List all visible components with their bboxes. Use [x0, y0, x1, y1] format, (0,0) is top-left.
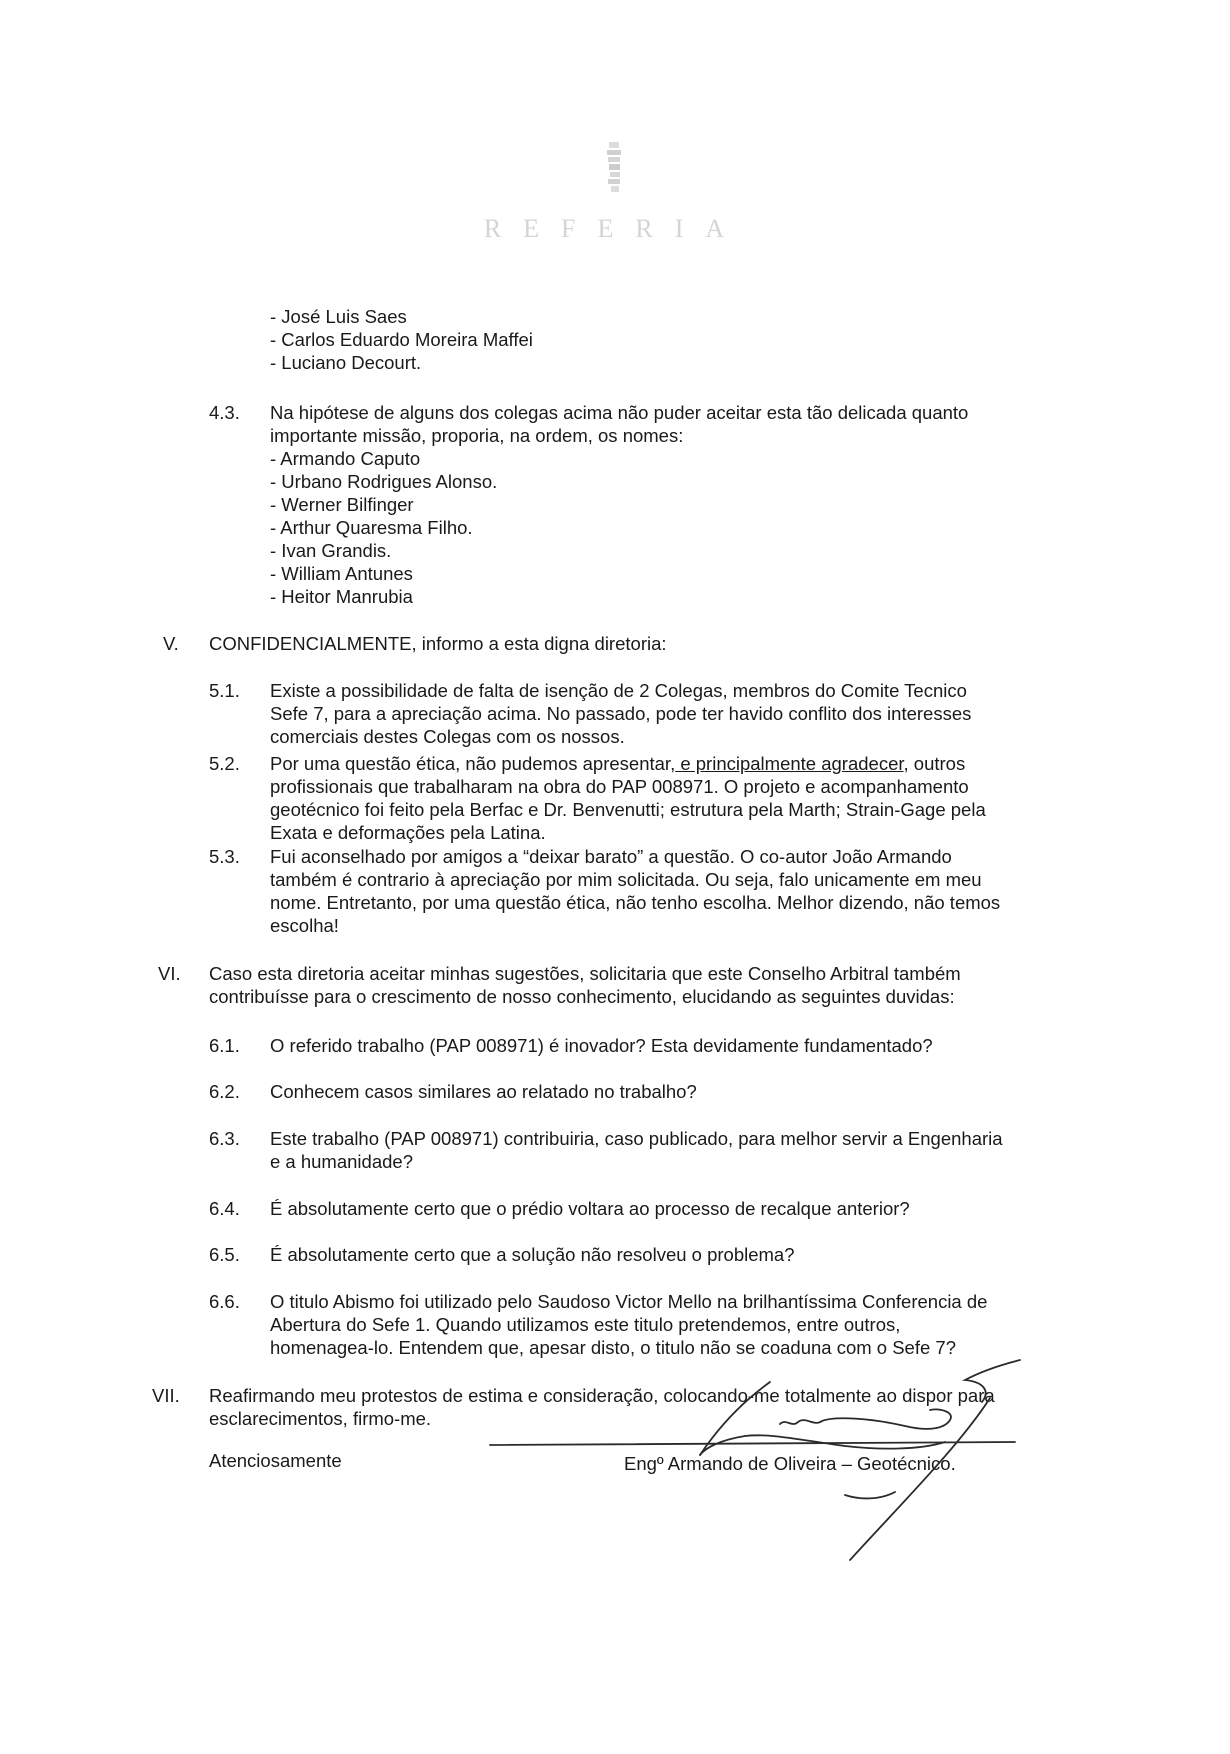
company-name: REFERIA [483, 214, 747, 243]
section-4-3 [270, 401, 1170, 608]
list-item: - Werner Bilfinger [270, 494, 414, 515]
company-logo-icon [595, 140, 635, 210]
item-number: 6.2. [209, 1081, 240, 1102]
list-item: - Ivan Grandis. [270, 540, 392, 561]
section-6-intro [209, 962, 1189, 1008]
paragraph-line: O titulo Abismo foi utilizado pelo Saudoso Victor Mello na brilhantíssima Conferencia de [270, 1291, 988, 1312]
letterhead-logo [0, 140, 1230, 244]
paragraph-line: Na hipótese de alguns dos colegas acima não puder aceitar esta tão delicada quanto [270, 402, 969, 423]
item-6-6 [270, 1290, 1190, 1359]
paragraph-line: geotécnico foi feito pela Berfac e Dr. Benvenutti; estrutura pela Marth; Strain-Gage pela [270, 799, 986, 820]
item-number: 6.1. [209, 1035, 240, 1056]
item-5-3 [270, 845, 1170, 937]
salutation: Atenciosamente [209, 1450, 342, 1471]
paragraph-line: É absolutamente certo que o prédio voltara ao processo de recalque anterior? [270, 1198, 910, 1219]
paragraph-line: comerciais destes Colegas com os nossos. [270, 726, 625, 747]
item-number: 6.3. [209, 1128, 240, 1149]
section-roman-numeral: VII. [152, 1385, 180, 1406]
paragraph-line: contribuísse para o crescimento de nosso conhecimento, elucidando as seguintes duvidas: [209, 986, 955, 1007]
paragraph-line: Fui aconselhado por amigos a “deixar barato” a questão. O co-autor João Armando [270, 846, 952, 867]
paragraph-line: esclarecimentos, firmo-me. [209, 1408, 432, 1429]
item-number: 4.3. [209, 402, 240, 423]
paragraph-line: Existe a possibilidade de falta de isenção de 2 Colegas, membros do Comite Tecnico [270, 680, 967, 701]
signer-name: Engº Armando de Oliveira – Geotécnico. [624, 1453, 956, 1474]
paragraph-line: Caso esta diretoria aceitar minhas sugestões, solicitaria que este Conselho Arbitral também [209, 963, 961, 984]
paragraph-line: importante missão, proporia, na ordem, os nomes: [270, 425, 684, 446]
paragraph-line: e a humanidade? [270, 1151, 413, 1172]
paragraph-line: profissionais que trabalharam na obra do PAP 008971. O projeto e acompanhamento [270, 776, 969, 797]
item-number: 6.5. [209, 1244, 240, 1265]
paragraph-line: É absolutamente certo que a solução não resolveu o problema? [270, 1244, 795, 1265]
paragraph-line: Conhecem casos similares ao relatado no trabalho? [270, 1081, 697, 1102]
paragraph-line: O referido trabalho (PAP 008971) é inovador? Esta devidamente fundamentado? [270, 1035, 933, 1056]
list-item: - Carlos Eduardo Moreira Maffei [270, 329, 533, 350]
paragraph-line: também é contrario à apreciação por mim solicitada. Ou seja, falo unicamente em meu [270, 869, 982, 890]
text-run: Por uma questão ética, não pudemos apresentar, [270, 753, 676, 774]
item-number: 6.4. [209, 1198, 240, 1219]
section-roman-numeral: V. [163, 633, 179, 654]
paragraph-line [270, 752, 1170, 775]
top-name-list [270, 305, 533, 374]
list-item: - Urbano Rodrigues Alonso. [270, 471, 498, 492]
list-item: - Heitor Manrubia [270, 586, 413, 607]
section-7 [209, 1384, 1199, 1430]
paragraph-line: Abertura do Sefe 1. Quando utilizamos este titulo pretendemos, entre outros, [270, 1314, 901, 1335]
underlined-text: e principalmente agradecer [675, 753, 904, 774]
paragraph-line: Este trabalho (PAP 008971) contribuiria, caso publicado, para melhor servir a Engenharia [270, 1128, 1003, 1149]
item-5-1 [270, 679, 1170, 748]
list-item: - William Antunes [270, 563, 413, 584]
item-number: 5.1. [209, 680, 240, 701]
list-item: - Arthur Quaresma Filho. [270, 517, 473, 538]
list-item: - José Luis Saes [270, 306, 407, 327]
list-item: - Armando Caputo [270, 448, 421, 469]
item-number: 5.2. [209, 753, 240, 774]
item-5-2 [270, 752, 1170, 844]
text-run: , outros [903, 753, 966, 774]
paragraph-line: Sefe 7, para a apreciação acima. No passado, pode ter havido conflito dos interesses [270, 703, 972, 724]
list-item: - Luciano Decourt. [270, 352, 422, 373]
section-heading: CONFIDENCIALMENTE, informo a esta digna diretoria: [209, 633, 667, 654]
paragraph-line: homenagea-lo. Entendem que, apesar disto, o titulo não se coaduna com o Sefe 7? [270, 1337, 956, 1358]
item-number: 6.6. [209, 1291, 240, 1312]
paragraph-line: nome. Entretanto, por uma questão ética, não tenho escolha. Melhor dizendo, não temos [270, 892, 1001, 913]
section-roman-numeral: VI. [158, 963, 181, 984]
item-number: 5.3. [209, 846, 240, 867]
paragraph-line: Reafirmando meu protestos de estima e consideração, colocando-me totalmente ao dispor para [209, 1385, 995, 1406]
paragraph-line: Exata e deformações pela Latina. [270, 822, 546, 843]
item-6-3 [270, 1127, 1190, 1173]
paragraph-line: escolha! [270, 915, 339, 936]
